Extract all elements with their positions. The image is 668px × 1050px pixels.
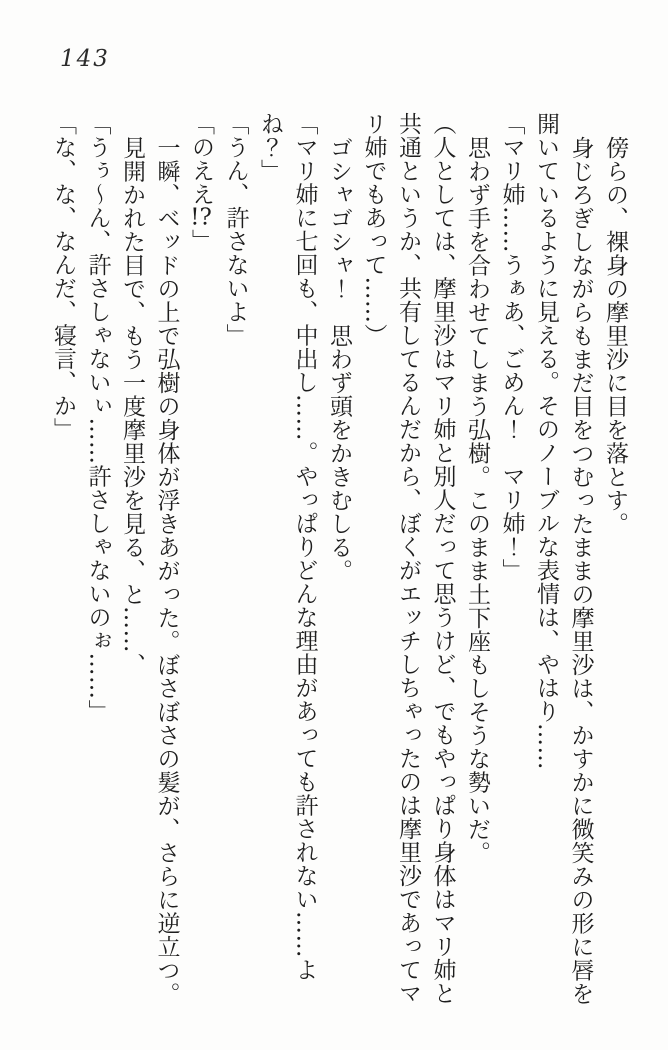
text-line-6: （人としては、摩里沙はマリ姉と別人だって思うけど、でもやっぱり身体はマリ姉と — [429, 112, 456, 1005]
tatechuyoko-exclamation-question: !? — [190, 206, 212, 229]
text-line-5: 思わず手を合わせてしまう弘樹。このまま土下座もしそうな勢いだ。 — [464, 135, 490, 864]
text-line-16: 「うぅ〜ん、許さしゃないぃ……許さしゃないのぉ……」 — [84, 112, 111, 723]
text-line-10: 「マリ姉に七回も、中出し……。やっぱりどんな理由があっても許されない……よ — [291, 112, 318, 982]
page-number: 143 — [60, 46, 110, 72]
text-line-7: 共通というか、共有してるんだから、ぼくがエッチしちゃったのは摩里沙であってマ — [395, 112, 421, 1005]
text-line-12: 「うん、許さないよ」 — [222, 112, 249, 347]
text-line-15: 見開かれた目で、もう一度摩里沙を見る、と……、 — [119, 135, 145, 676]
text-line-2: 身じろぎしながらもまだ目をつむったままの摩里沙は、かすかに微笑みの形に唇を — [567, 135, 594, 1005]
text-line-4: 「マリ姉……うぁあ、ごめん！ マリ姉！」 — [498, 112, 525, 582]
text-line-9: ゴシャゴシャ！ 思わず頭をかきむしる。 — [326, 135, 352, 582]
text-line-3: 開いているように見える。そのノーブルな表情は、やはり…… — [533, 112, 559, 770]
text-line-8: リ姉でもあって……） — [360, 112, 387, 347]
text-block — [46, 112, 633, 1005]
text-line-17: 「な、な、なんだ、寝言、か」 — [50, 112, 76, 441]
text-line-11: ね？」 — [257, 112, 283, 183]
text-line-14: 一瞬、ベッドの上で弘樹の身体が浮きあがった。ぼさぼさの髪が、さらに逆立つ。 — [153, 135, 180, 1005]
text-line-1: 傍らの、裸身の摩里沙に目を落とす。 — [602, 135, 628, 535]
text-line-13: 「のええ!?」 — [188, 112, 214, 253]
